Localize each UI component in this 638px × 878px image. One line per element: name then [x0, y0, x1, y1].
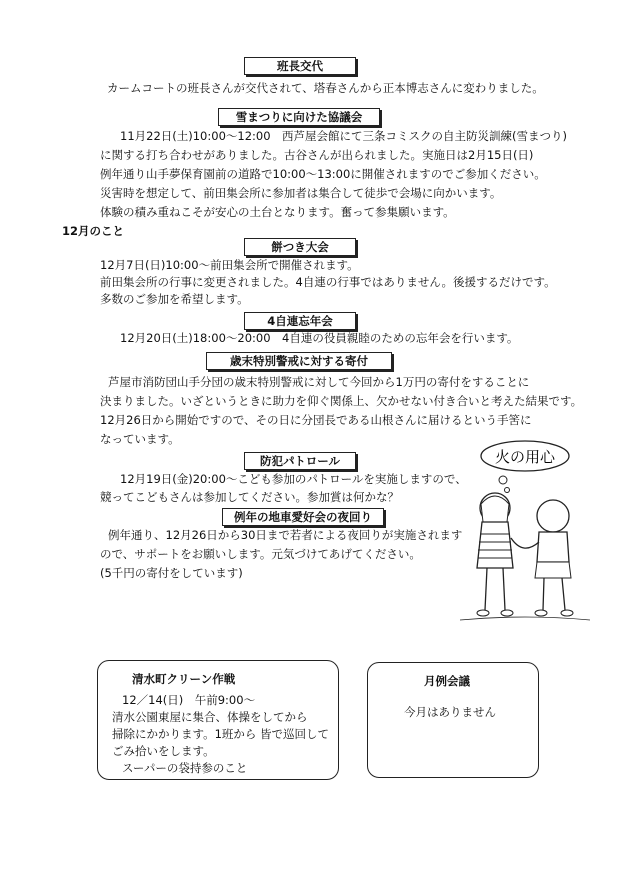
patrol-line-1: 12月19日(金)20:00～こども参加のパトロールを実施しますので、	[120, 472, 467, 486]
night-patrol-line-3: (5千円の寄付をしています)	[100, 566, 243, 580]
snow-festival-line-5: 体験の積み重ねこそが安心の土台となります。奮って参集願います。	[100, 205, 455, 219]
patrol-line-2: 競ってこどもさんは参加してください。参加賞は何かな？	[100, 490, 399, 504]
section-title-year-end-party: 4自連忘年会	[244, 312, 356, 330]
month-label: 12月のこと	[62, 224, 125, 238]
donation-line-4: なっています。	[100, 432, 180, 446]
cleanup-line-4: ごみ拾いをします。	[112, 744, 215, 758]
section-title-donation: 歳末特別警戒に対する寄付	[206, 352, 392, 370]
monthly-meeting-title: 月例会議	[424, 674, 470, 688]
section-title-patrol: 防犯パトロール	[244, 452, 356, 470]
year-end-party-text: 12月20日(土)18:00～20:00 4自連の役員親睦のための忘年会を行います。	[120, 331, 519, 345]
donation-line-1: 芦屋市消防団山手分団の歳末特別警戒に対して今回から1万円の寄付をすることに	[108, 375, 530, 389]
snow-festival-line-3: 例年通り山手夢保育園前の道路で10:00～13:00に開催されますのでご参加ください。	[100, 167, 546, 181]
monthly-meeting-box	[367, 662, 539, 778]
section-title-snow-festival: 雪まつりに向けた協議会	[218, 108, 380, 126]
snow-festival-line-1: 11月22日(土)10:00～12:00 西芦屋会館にて三条コミスクの自主防災訓練(雪まつり)	[120, 129, 567, 143]
snow-festival-line-2: に関する打ち合わせがありました。古谷さんが出られました。実施日は2月15日(日)	[100, 148, 534, 162]
leader-change-text: カームコートの班長さんが交代されて、塔春さんから正本博志さんに変わりました。	[107, 81, 544, 95]
cleanup-line-2: 清水公園東屋に集合、体操をしてから	[112, 710, 308, 724]
section-title-leader-change: 班長交代	[244, 57, 356, 75]
night-patrol-line-2: ので、サポートをお願いします。元気づけてあげてください。	[100, 547, 421, 561]
mochitsuki-line-2: 前田集会所の行事に変更されました。4自連の行事ではありません。後援するだけです。	[100, 275, 556, 289]
cleanup-title: 清水町クリーン作戦	[132, 672, 236, 686]
donation-line-3: 12月26日から開始ですので、その日に分団長である山根さんに届けるという手筈に	[100, 413, 532, 427]
cleanup-line-1: 12／14(日) 午前9:00～	[122, 693, 256, 707]
cleanup-line-5: スーパーの袋持参のこと	[122, 761, 248, 775]
mochitsuki-line-1: 12月7日(日)10:00～前田集会所で開催されます。	[100, 258, 359, 272]
cleanup-line-3: 掃除にかかります。1班から 皆で巡回して	[112, 727, 330, 741]
section-title-mochitsuki: 餅つき大会	[244, 238, 356, 256]
children-illustration-svg	[455, 438, 595, 628]
night-patrol-line-1: 例年通り、12月26日から30日まで若者による夜回りが実施されます	[108, 528, 463, 542]
children-walking-illustration	[455, 438, 595, 628]
donation-line-2: 決まりました。いざというときに助力を仰ぐ関係上、欠かせない付き合いと考えた結果です。	[100, 394, 583, 408]
snow-festival-line-4: 災害時を想定して、前田集会所に参加者は集合して徒歩で会場に向かいます。	[100, 186, 502, 200]
mochitsuki-line-3: 多数のご参加を希望します。	[100, 292, 249, 306]
section-title-night-patrol: 例年の地車愛好会の夜回り	[222, 508, 384, 526]
cleanup-box	[97, 660, 339, 780]
monthly-meeting-text: 今月はありません	[404, 705, 496, 719]
speech-text: 火の用心	[494, 448, 556, 466]
